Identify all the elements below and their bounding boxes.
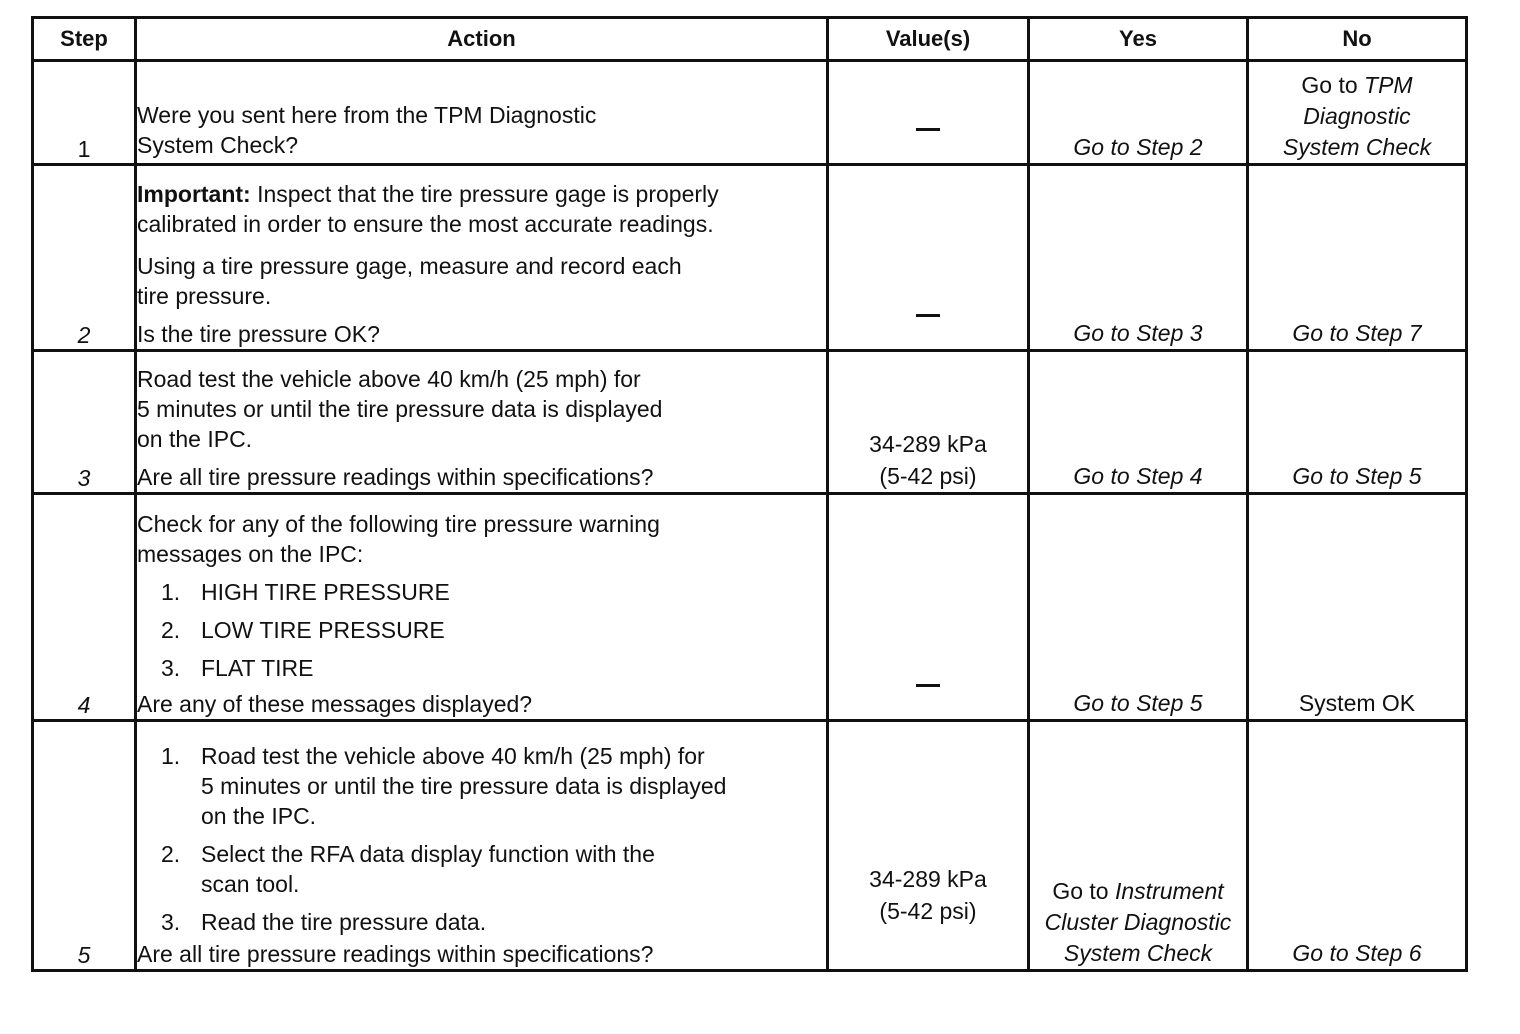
action-question: Are all tire pressure readings within specifications? (137, 464, 654, 490)
action-text: calibrated in order to ensure the most accurate readings. (137, 211, 714, 237)
step-number: 1 (33, 61, 136, 165)
table-row (33, 165, 1467, 351)
no-cell[interactable] (1248, 61, 1467, 165)
action-text: Were you sent here from the TPM Diagnostic (137, 102, 597, 128)
step-number: 3 (33, 351, 136, 494)
list-number: 1. (161, 579, 181, 605)
table-row (33, 351, 1467, 494)
step-number: 4 (33, 494, 136, 721)
table-row (33, 61, 1467, 165)
action-text: Using a tire pressure gage, measure and record each (137, 253, 682, 279)
action-cell (136, 351, 828, 494)
action-question: Are any of these messages displayed? (137, 691, 533, 717)
step-number: 2 (33, 165, 136, 351)
diagnostic-table (31, 16, 1468, 972)
list-number: 3. (161, 655, 181, 681)
action-cell (136, 61, 828, 165)
yes-link[interactable]: Go to Step 3 (1029, 165, 1248, 351)
action-cell (136, 494, 828, 721)
yes-link[interactable]: Go to Step 5 (1029, 494, 1248, 721)
value-cell (828, 165, 1029, 351)
dash-value (916, 314, 940, 349)
yes-link[interactable]: System Check (1063, 940, 1213, 966)
list-item (161, 577, 826, 607)
list-item (161, 615, 826, 645)
yes-cell[interactable] (1029, 721, 1248, 971)
value-kpa: 34-289 kPa (869, 866, 987, 892)
list-text: FLAT TIRE (201, 655, 314, 681)
important-label: Important: (137, 181, 251, 207)
no-result: System OK (1248, 494, 1467, 721)
dash-value (916, 684, 940, 719)
list-item (161, 839, 826, 899)
header-no: No (1248, 18, 1467, 61)
list-number: 1. (161, 743, 181, 769)
list-text: on the IPC. (201, 803, 317, 829)
list-text: Road test the vehicle above 40 km/h (25 mph) for (201, 743, 705, 769)
step-number: 5 (33, 721, 136, 971)
no-link[interactable]: Go to Step 5 (1248, 351, 1467, 494)
yes-link[interactable]: Go to Step 4 (1029, 351, 1248, 494)
list-number: 2. (161, 841, 181, 867)
list-item (161, 741, 826, 831)
list-number: 3. (161, 909, 181, 935)
table-row (33, 721, 1467, 971)
list-text: scan tool. (201, 871, 300, 897)
header-yes: Yes (1029, 18, 1248, 61)
action-question: Is the tire pressure OK? (137, 321, 380, 347)
action-text: tire pressure. (137, 283, 272, 309)
action-cell (136, 165, 828, 351)
value-cell (828, 721, 1029, 971)
list-item (161, 907, 826, 937)
action-question: Are all tire pressure readings within specifications? (137, 941, 654, 967)
header-step: Step (33, 18, 136, 61)
list-text: Read the tire pressure data. (201, 909, 487, 935)
action-text: messages on the IPC: (137, 541, 364, 567)
header-row (33, 18, 1467, 61)
header-action: Action (136, 18, 828, 61)
value-psi: (5-42 psi) (879, 463, 977, 489)
list-number: 2. (161, 617, 181, 643)
yes-link[interactable]: Go to Step 2 (1029, 61, 1248, 165)
yes-prefix: Go to (1052, 878, 1109, 904)
no-link[interactable]: TPM (1364, 72, 1413, 98)
action-text: Road test the vehicle above 40 km/h (25 mph) for (137, 366, 641, 392)
no-prefix: Go to (1301, 72, 1358, 98)
table-row (33, 494, 1467, 721)
action-question: System Check? (137, 132, 299, 158)
action-text: Inspect that the tire pressure gage is properly (257, 181, 719, 207)
list-text: LOW TIRE PRESSURE (201, 617, 445, 643)
no-link[interactable]: Go to Step 6 (1248, 721, 1467, 971)
no-link[interactable]: Go to Step 7 (1248, 165, 1467, 351)
yes-link[interactable]: Instrument (1115, 878, 1224, 904)
value-cell (828, 61, 1029, 165)
list-text: 5 minutes or until the tire pressure data is displayed (201, 773, 727, 799)
action-cell (136, 721, 828, 971)
value-psi: (5-42 psi) (879, 898, 977, 924)
value-kpa: 34-289 kPa (869, 431, 987, 457)
yes-link[interactable]: Cluster Diagnostic (1044, 909, 1232, 935)
value-cell (828, 351, 1029, 494)
no-link[interactable]: Diagnostic (1303, 103, 1411, 129)
list-text: Select the RFA data display function with the (201, 841, 655, 867)
no-link[interactable]: System Check (1282, 134, 1432, 160)
action-text: Check for any of the following tire pressure warning (137, 511, 660, 537)
action-text: 5 minutes or until the tire pressure data is displayed (137, 396, 663, 422)
dash-value (916, 128, 940, 163)
value-cell (828, 494, 1029, 721)
list-text: HIGH TIRE PRESSURE (201, 579, 450, 605)
list-item (161, 653, 826, 683)
header-values: Value(s) (828, 18, 1029, 61)
action-text: on the IPC. (137, 426, 253, 452)
